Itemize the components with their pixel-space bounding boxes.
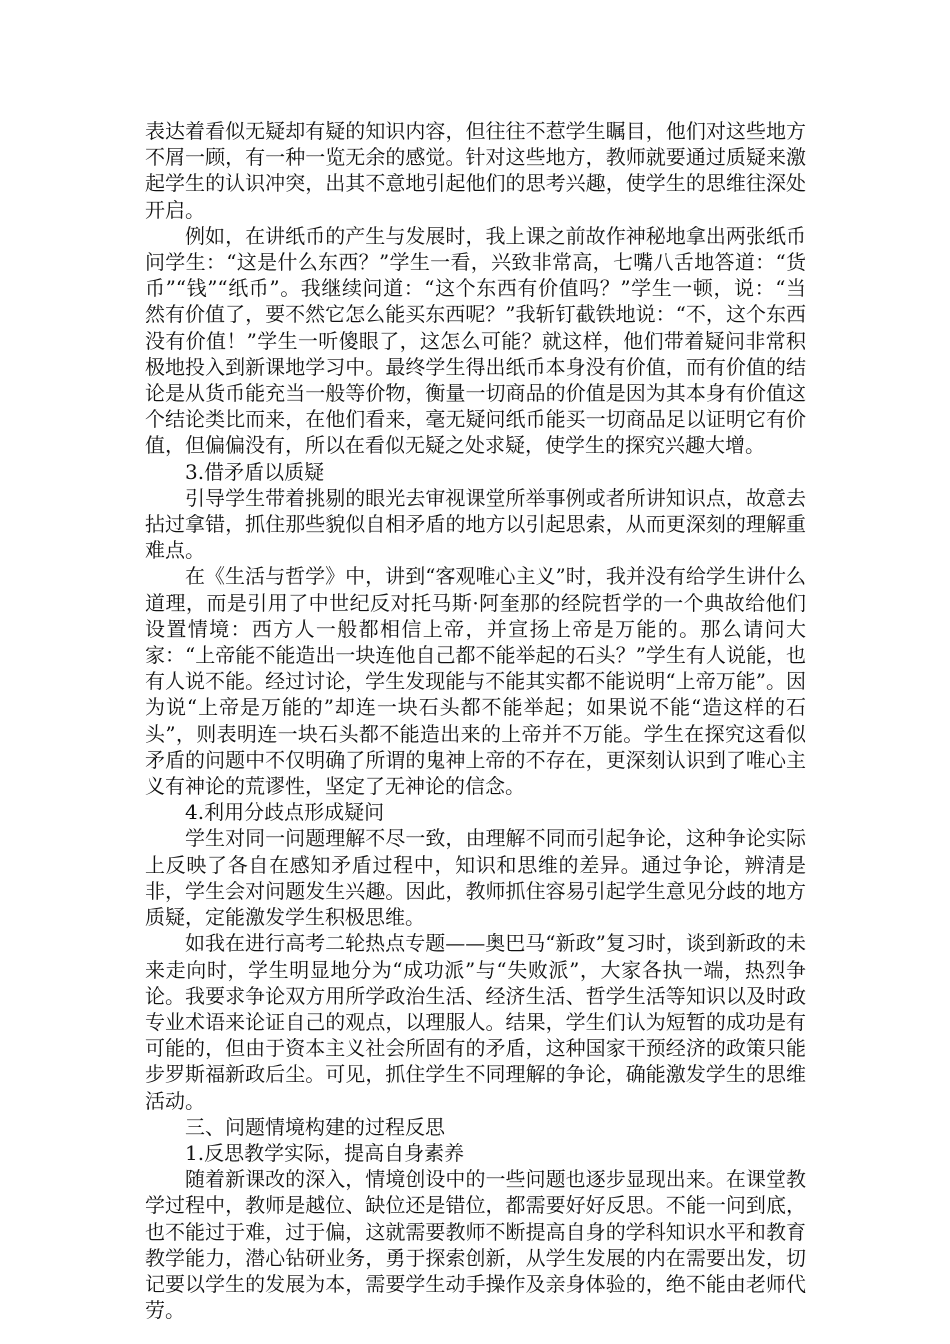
paragraph: 如我在进行高考二轮热点专题——奥巴马“新政”复习时，谈到新政的未来走向时，学生明显地分为“成功派”与“失败派”，大家各执一端，热烈争论。我要求争论双方用所学政治生活、经济生活、哲学生活等知识以及时政专业术语来论证自己的观点，以理服人。结果，学生们认为短暂的成功是有可能的，但由于资本主义社会所固有的矛盾，这种国家干预经济的政策只能步罗斯福新政后尘。可见，抓住学生不同理解的争论，确能激发学生的思维活动。: [145, 931, 806, 1113]
section-heading: 三、问题情境构建的过程反思: [185, 1114, 445, 1139]
paragraph: 例如，在讲纸币的产生与发展时，我上课之前故作神秘地拿出两张纸币问学生：“这是什么东西？”学生一看，兴致非常高，七嘴八舌地答道：“货币”“钱”“纸币”。我继续问道：“这个东西有价值吗？”学生一顿，说：“当然有价值了，要不然它怎么能买东西呢？”我斩钉截铁地说：“不，这个东西没有价值！”学生一听傻眼了，这怎么可能？就这样，他们带着疑问非常积极地投入到新课地学习中。最终学生得出纸币本身没有价值，而有价值的结论是从货币能充当一般等价物，衡量一切商品的价值是因为其本身有价值这个结论类比而来，在他们看来，毫无疑问纸币能买一切商品足以证明它有价值，但偏偏没有，所以在看似无疑之处求疑，使学生的探究兴趣大增。: [145, 223, 806, 458]
paragraph: 表达着看似无疑却有疑的知识内容，但往往不惹学生瞩目，他们对这些地方不屑一顾，有一种一览无余的感觉。针对这些地方，教师就要通过质疑来激起学生的认识冲突，出其不意地引起他们的思考兴趣，使学生的思维往深处开启。: [145, 119, 806, 222]
paragraph: 在《生活与哲学》中，讲到“客观唯心主义”时，我并没有给学生讲什么道理，而是引用了中世纪反对托马斯·阿奎那的经院哲学的一个典故给他们设置情境：西方人一般都相信上帝，并宣扬上帝是万能的。那么请问大家：“上帝能不能造出一块连他自己都不能举起的石头？”学生有人说能，也有人说不能。经过讨论，学生发现能与不能其实都不能说明“上帝万能”。因为说“上帝是万能的”却连一块石头都不能举起；如果说不能“造这样的石头”，则表明连一块石头都不能造出来的上帝并不万能。学生在探究这看似矛盾的问题中不仅明确了所谓的鬼神上帝的不存在，更深刻认识到了唯心主义有神论的荒谬性，坚定了无神论的信念。: [145, 564, 806, 799]
paragraph: 学生对同一问题理解不尽一致，由理解不同而引起争论，这种争论实际上反映了各自在感知矛盾过程中，知识和思维的差异。通过争论，辨清是非，学生会对问题发生兴趣。因此，教师抓住容易引起学生意见分歧的地方质疑，定能激发学生积极思维。: [145, 826, 806, 930]
paragraph: 引导学生带着挑剔的眼光去审视课堂所举事例或者所讲知识点，故意去拈过拿错，抓住那些貌似自相矛盾的地方以引起思索，从而更深刻的理解重难点。: [145, 485, 806, 563]
section-heading: 1.反思教学实际，提高自身素养: [185, 1140, 465, 1165]
paragraph: 随着新课改的深入，情境创设中的一些问题也逐步显现出来。在课堂教学过程中，教师是越位、缺位还是错位，都需要好好反思。不能一问到底，也不能过于难，过于偏，这就需要教师不断提高自身的学科知识水平和教育教学能力，潜心钻研业务，勇于探索创新，从学生发展的内在需要出发，切记要以学生的发展为本，需要学生动手操作及亲身体验的，绝不能由老师代劳。: [145, 1167, 806, 1323]
document-body: [145, 118, 806, 1323]
section-heading: 4.利用分歧点形成疑问: [185, 800, 385, 825]
section-heading: 3.借矛盾以质疑: [185, 459, 325, 484]
